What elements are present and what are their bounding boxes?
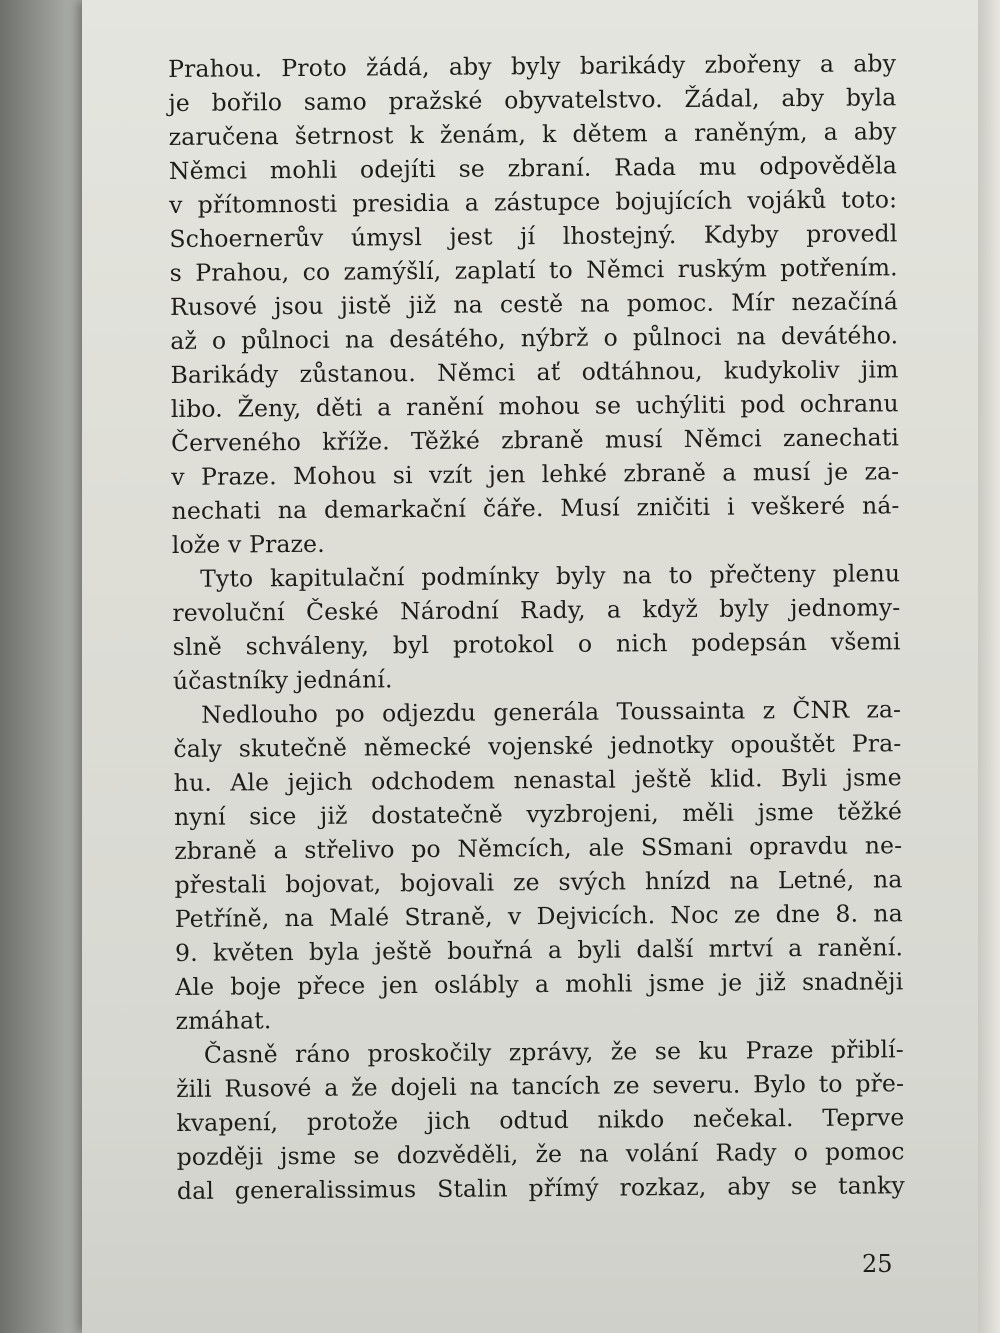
text-line: Časně ráno proskočily zprávy, že se ku Praze přiblí- [203, 1035, 904, 1069]
text-line: revoluční České Národní Rady, a když byly jednomy- [172, 593, 901, 627]
text-line: Petříně, na Malé Straně, v Dejvicích. Noc ze dne 8. na [174, 899, 903, 933]
text-line: v přítomnosti presidia a zástupce bojujících vojáků toto: [169, 185, 898, 219]
text-line: nechati na demarkační čáře. Musí zničiti i veškeré ná- [171, 491, 900, 525]
text-line: 9. květen byla ještě bouřná a byli další mrtví a ranění. [174, 933, 904, 967]
text-line: slně schváleny, byl protokol o nich podepsán všemi [172, 627, 901, 661]
text-line: později jsme se dozvěděli, že na volání Rady o pomoc [176, 1137, 905, 1171]
text-line: je bořilo samo pražské obyvatelstvo. Žádal, aby byla [168, 83, 897, 117]
text-line: Červeného kříže. Těžké zbraně musí Němci zanechati [170, 423, 900, 457]
text-line: zbraně a střelivo po Němcích, ale SSmani opravdu ne- [174, 831, 903, 865]
text-line: s Prahou, co zamýšlí, zaplatí to Němci ruským potřením. [169, 253, 898, 287]
text-line: Rusové jsou jistě již na cestě na pomoc. Mír nezačíná [169, 287, 899, 321]
text-line: zmáhat. [175, 1006, 272, 1035]
text-line: nyní sice již dostatečně vyzbrojeni, měli jsme těžké [173, 797, 903, 831]
text-line: až o půlnoci na desátého, nýbrž o půlnoci na devátého. [170, 321, 899, 355]
text-line: Barikády zůstanou. Němci ať odtáhnou, kudykoliv jim [170, 355, 899, 389]
text-line: účastníky jednání. [172, 665, 393, 695]
text-line: hu. Ale jejich odchodem nenastal ještě klid. Byli jsme [173, 763, 902, 797]
text-line: libo. Ženy, děti a ranění mohou se uchýliti pod ochranu [170, 389, 899, 423]
text-line: Němci mohli odejíti se zbraní. Rada mu odpověděla [168, 151, 898, 185]
text-line: lože v Praze. [171, 529, 325, 559]
page-number: 25 [862, 1250, 893, 1278]
text-line: v Praze. Mohou si vzít jen lehké zbraně a musí je za- [171, 457, 900, 491]
text-line: kvapení, protože jich odtud nikdo nečekal. Teprve [176, 1103, 905, 1137]
text-line: přestali bojovat, bojovali ze svých hnízd na Letné, na [174, 865, 903, 899]
text-line: Nedlouho po odjezdu generála Toussainta z ČNR za- [201, 695, 902, 729]
text-line: dal generalissimus Stalin přímý rozkaz, aby se tanky [176, 1171, 906, 1205]
text-line: Schoernerův úmysl jest jí lhostejný. Kdyby provedl [169, 219, 898, 253]
text-line: Prahou. Proto žádá, aby byly barikády zbořeny a aby [168, 49, 897, 83]
text-line: Tyto kapitulační podmínky byly na to přečteny plenu [200, 559, 901, 593]
body-text [168, 46, 905, 1208]
text-line: žili Rusové a že dojeli na tancích ze severu. Bylo to pře- [176, 1069, 905, 1103]
next-page-edge [978, 0, 1000, 1333]
text-line: Ale boje přece jen oslábly a mohli jsme je již snadněji [175, 967, 904, 1001]
text-line: zaručena šetrnost k ženám, k dětem a raněným, a aby [168, 117, 897, 151]
text-line: čaly skutečně německé vojenské jednotky opouštět Pra- [173, 729, 902, 763]
